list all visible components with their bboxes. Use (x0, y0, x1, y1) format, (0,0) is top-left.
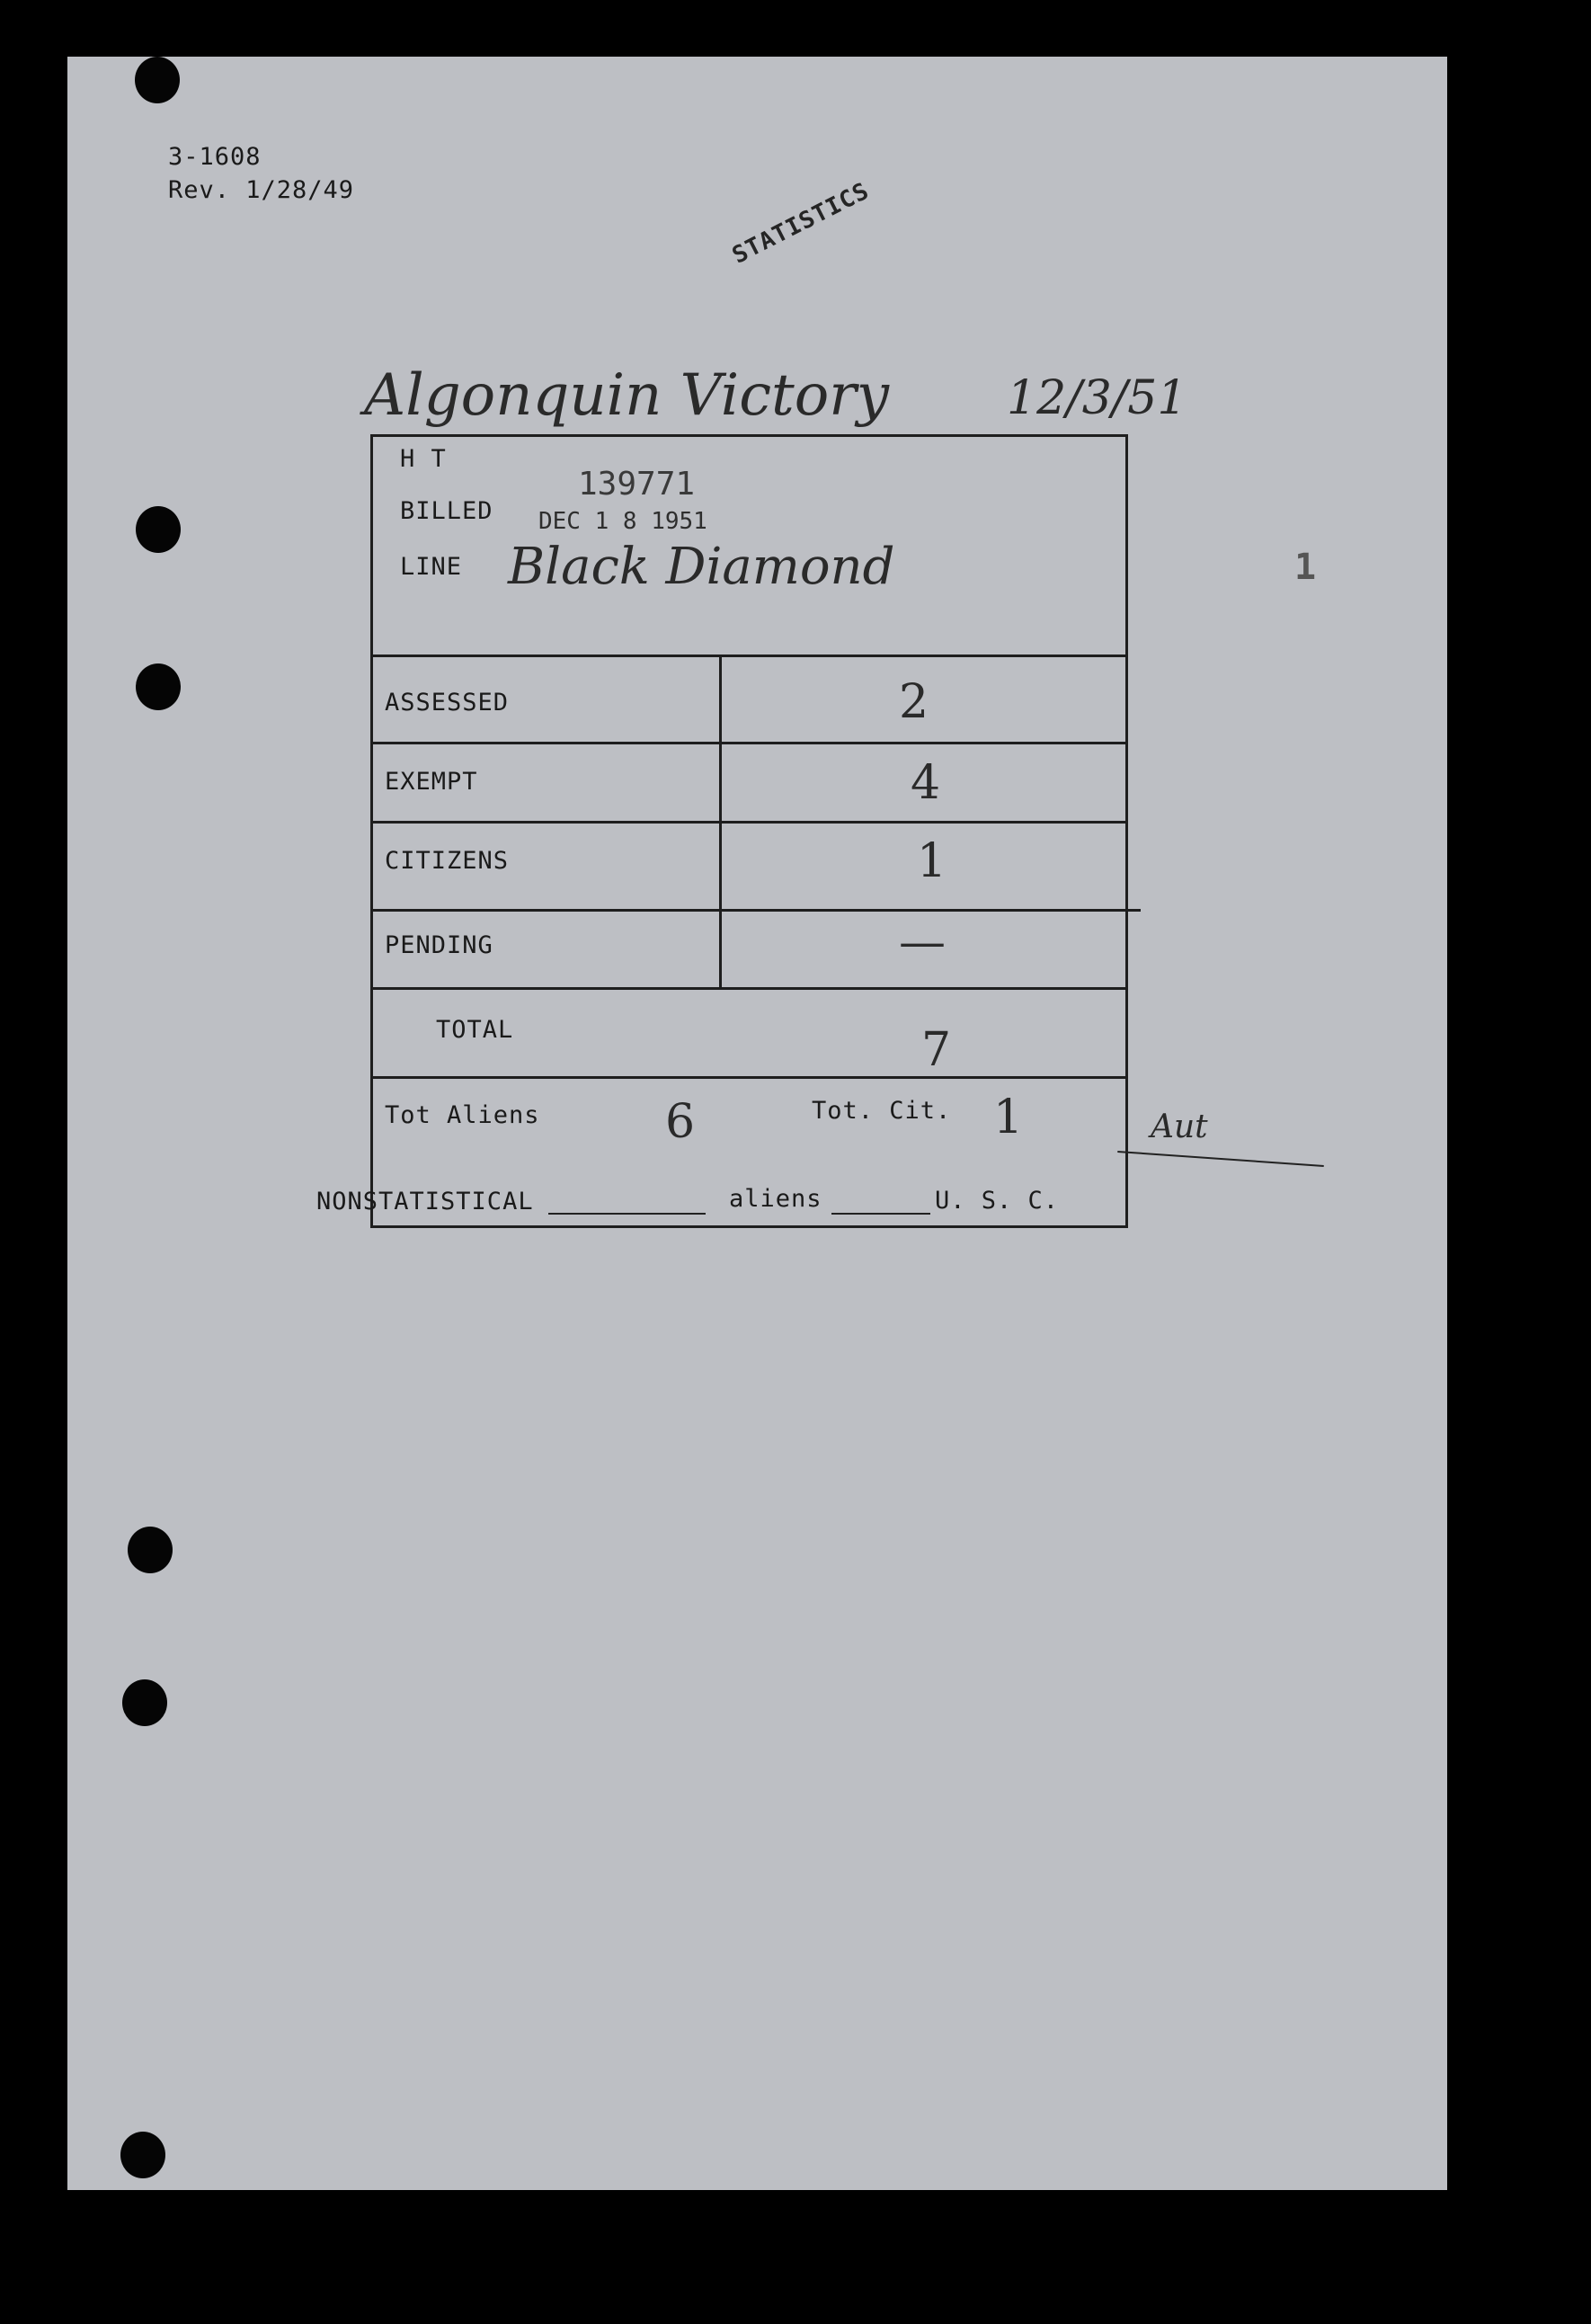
row-value-citizens: 1 (917, 834, 947, 888)
document-page (67, 57, 1447, 2190)
ht-label: H T (400, 445, 447, 473)
row-divider (370, 742, 1128, 744)
billed-number: 139771 (578, 466, 696, 503)
tot-aliens-label: Tot Aliens (385, 1101, 540, 1129)
row-value-exempt: 4 (911, 756, 941, 810)
row-label-assessed: ASSESSED (385, 689, 510, 717)
row-divider (370, 1076, 1128, 1079)
punch-hole (128, 1527, 173, 1573)
line-value: Black Diamond (508, 538, 895, 596)
form-number: 3-1608 (168, 143, 262, 171)
nonstatistical-label: NONSTATISTICAL (316, 1188, 534, 1215)
row-divider (370, 821, 1128, 824)
line-label: LINE (400, 553, 463, 581)
statistics-stamp: STATISTICS (728, 177, 875, 270)
nonstatistical-blank (548, 1213, 706, 1215)
row-label-exempt: EXEMPT (385, 768, 478, 796)
tot-aliens-value: 6 (665, 1095, 696, 1149)
reviewer-initials: Aut (1151, 1109, 1208, 1145)
tot-cit-label: Tot. Cit. (812, 1097, 952, 1125)
side-stamp-number: 1 (1294, 547, 1317, 588)
punch-hole (136, 663, 181, 710)
usc-label: U. S. C. (935, 1187, 1060, 1215)
box-top-border (370, 434, 1128, 437)
row-value-pending: — (899, 915, 946, 969)
initials-underline (1117, 1151, 1324, 1167)
aliens-blank (831, 1213, 930, 1215)
row-value-assessed: 2 (899, 675, 929, 729)
column-divider (719, 654, 722, 987)
tot-cit-value: 1 (993, 1091, 1024, 1144)
vessel-name: Algonquin Victory (364, 362, 890, 429)
row-divider (370, 909, 1141, 912)
box-bottom-border (370, 1225, 1128, 1228)
punch-hole (135, 57, 180, 103)
box-left-border (370, 434, 373, 1228)
billed-date-stamp: DEC 1 8 1951 (538, 508, 707, 535)
arrival-date: 12/3/51 (1007, 371, 1187, 425)
row-label-pending: PENDING (385, 931, 493, 959)
aliens-label: aliens (729, 1185, 822, 1213)
punch-hole (120, 2132, 165, 2178)
punch-hole (136, 506, 181, 553)
box-right-border (1125, 434, 1128, 1228)
punch-hole (122, 1679, 167, 1726)
billed-label: BILLED (400, 497, 493, 525)
total-label: TOTAL (436, 1016, 514, 1044)
row-divider (370, 987, 1128, 990)
row-label-citizens: CITIZENS (385, 847, 510, 875)
row-divider (370, 654, 1128, 657)
form-revision: Rev. 1/28/49 (168, 176, 355, 204)
total-value: 7 (921, 1023, 952, 1077)
